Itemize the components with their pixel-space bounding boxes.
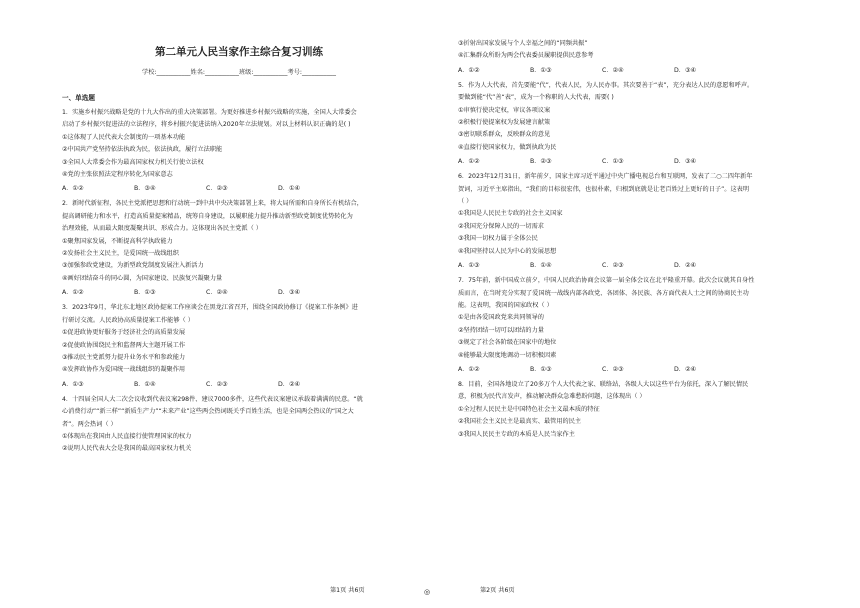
answer-choice[interactable]: D．②④ [278,380,301,388]
statement-option: ②我国充分保障人民的一切需求 [458,222,544,230]
page-number-right: 第2页 共6页 [480,587,515,594]
page-number-left: 第1页 共6页 [330,587,365,594]
answer-choice[interactable]: D．②④ [674,262,697,270]
statement-option: ③加强参政党建设，为新型政党制度发展注入新活力 [62,262,204,270]
statement-option: ④汇集群众所盼为两会代表委员履职提供民意参考 [458,52,594,60]
student-info-line: 学校:___________姓名:___________班级:___________考号:___________ [142,69,336,76]
answer-choice[interactable]: C．②④ [206,289,228,297]
answer-choice[interactable]: A．①② [62,185,84,193]
question-block [458,80,838,168]
question-stem-line: 8．目前，全国各地设立了20多万个人大代表之家、联络站，各级人大以这些平台为依托，深入了解民情民 [458,380,749,388]
statement-option: ①全过程人民民主是中国特色社会主义最本质的特征 [458,405,600,413]
answer-choice[interactable]: B．②③ [530,158,552,166]
statement-option: ②促使政协围绕民主和监督两大主题开展工作 [62,341,186,349]
statement-option: ①聚焦国家发展，不断提高科学执政能力 [62,237,173,245]
answer-choice[interactable]: D．③④ [278,289,301,297]
question-block [458,38,838,77]
answer-choice[interactable]: C．①③ [602,158,624,166]
statement-option: ④发挥政协作为爱国统一战线组织的凝聚作用 [62,366,186,374]
question-stem-line: 5．作为人大代表，首先要能“代”，代表人民，为人民办事。其次要善于“表”，充分表达人民的意愿和呼声。 [458,81,754,89]
statement-option: ②我国社会主义民主是最真实、最管用的民主 [458,418,582,426]
page-right [430,0,860,608]
answer-choice[interactable]: B．①③ [530,365,552,373]
answer-choices [62,286,416,299]
question-stem-line: 1．实施乡村振兴战略是党的十九大作出的重大决策部署。为更好推进乡村振兴战略的实施，全国人大常委会 [62,109,357,116]
statement-option: ①是由各爱国政党来共同领导的 [458,314,544,322]
answer-choice[interactable]: A．①③ [458,262,480,270]
question-block [62,302,416,390]
answer-choice[interactable]: A．①② [458,158,480,166]
answer-choice[interactable]: C．②④ [602,66,624,74]
question-block [62,198,416,299]
question-block [458,275,838,376]
question-block [458,379,838,441]
statement-option: ②积极行使提案权为发展建言献策 [458,119,551,127]
right-question-list [458,38,838,441]
left-question-list [62,107,416,456]
question-stem-line: 4．十四届全国人大二次会议收到代表议案298件、建议7000多件，这些代表议案建议承载着满满的民意。“就 [62,395,363,403]
statement-option: ④画好团结奋斗的同心圆，为国家建设、民族复兴凝聚力量 [62,274,223,282]
answer-choices [458,64,838,77]
statement-option: ②坚持团结一切可以团结的力量 [458,326,544,334]
question-block [62,394,416,456]
statement-option: ②中国共产党坚持依法执政为民，依法执政，履行立法职能 [62,146,223,154]
answer-choice[interactable]: B．①④ [134,380,156,388]
exam-title: 第二单元人民当家作主综合复习训练 [155,46,323,58]
answer-choice[interactable]: C．②③ [206,380,228,388]
question-stem-line: 心消费行动”“新三样”“新质生产力”“未来产业”这些两会热词既关乎百姓生活，也是全国两会热议的“国之大 [62,408,354,416]
question-stem-line: 提高调研能力和水平，打造高质量提案精品，统筹自身建设，以履职能力提升推动新型政党制度优势转化为 [62,212,353,220]
statement-option: ①我国是人民民主专政的社会主义国家 [458,210,563,218]
question-stem-line: 行研讨交流。人民政协高质量提案工作能够（ ） [62,316,194,324]
statement-option: ④直接行使国家权力，做到执政为民 [458,143,557,151]
statement-option: ③我国人民民主专政的本质是人民当家作主 [458,430,575,438]
binding-mark-icon: ◎ [424,588,431,596]
statement-option: ④我国坚持以人民为中心的发展思想 [458,247,557,255]
answer-choice[interactable]: B．③④ [134,185,156,193]
question-stem-line: （ ） [458,198,473,206]
answer-choice[interactable]: A．①② [458,365,480,373]
statement-option: ①审慎行使决定权，审议各项议案 [458,106,551,114]
question-stem-line: 7．75年前，新中国成立前夕，中国人民政治协商会议第一届全体会议在北平隆重开幕。此次会议就其自身性 [458,277,755,285]
answer-choice[interactable]: A．①② [62,289,84,297]
question-stem-line: 贺词，习近平主席指出，“我们的目标很宏伟，也很朴素，归根到底就是让老百姓过上更好的日子”。这表明 [458,185,750,193]
answer-choice[interactable]: D．③④ [674,158,697,166]
answer-choices [458,259,838,272]
statement-option: ④能够最大限度地调动一切积极因素 [458,351,557,359]
answer-choice[interactable]: B．①③ [134,289,156,297]
statement-option: ①促进政协更好服务于经济社会的高质量发展 [62,329,186,337]
statement-option: ④党的主张依照法定程序转化为国家意志 [62,171,173,179]
question-stem-line: 者”。两会热词（ ） [62,420,117,428]
answer-choice[interactable]: A．①② [458,66,480,74]
question-block [458,171,838,272]
question-stem-line: 治理效能，从而最大限度凝聚共识、形成合力。这体现出各民主党派（ ） [62,225,262,233]
answer-choices [458,363,838,376]
statement-option: ③推动民主党派努力提升业务水平和参政能力 [62,353,186,361]
statement-option: ②发扬社会主义民主，是爱国统一战线组织 [62,250,179,258]
answer-choices [62,378,416,391]
answer-choice[interactable]: D．②④ [674,365,697,373]
statement-option: ③密切联系群众，反映群众的意见 [458,131,551,139]
section-heading: 一、单选题 [62,94,95,102]
answer-choices [458,155,838,168]
statement-option: ①这体现了人民代表大会制度的一项基本功能 [62,133,186,141]
statement-option: ②说明人民代表大会是我国的最高国家权力机关 [62,445,192,453]
answer-choice[interactable]: D．③④ [674,66,697,74]
statement-option: ①体现出在我国由人民直接行使管理国家的权力 [62,432,192,440]
statement-option: ③折射出国家发展与个人幸福之间的“同频共振” [458,40,588,47]
question-stem-line: 要做到能“代”善“表”，成为一个称职的人大代表，需要( ) [458,94,614,102]
answer-choice[interactable]: B．①③ [530,66,552,74]
question-block [62,107,416,195]
question-stem-line: 能。这表明，我国的国家政权（ ） [458,301,553,309]
statement-option: ③规定了社会各阶级在国家中的地位 [458,339,557,347]
question-stem-line: 启动了乡村振兴促进法的立法程序，将乡村振兴促进法纳入2020年立法规划。对以上材料认识正确的是( ) [62,121,351,129]
question-stem-line: 意，积极为民代言发声，推动解决群众急难愁盼问题，这体现出（ ） [458,393,646,401]
question-stem-line: 质而言，在当时充分实现了爱国统一战线内部各政党、各团体、各民族、各方面代表人士之间的协商民主功 [458,289,749,297]
answer-choice[interactable]: A．①③ [62,380,84,388]
question-stem-line: 3．2023年9月，华北东北地区政协提案工作座谈会在黑龙江省召开，围绕全国政协修订《提案工作条例》进 [62,304,358,312]
answer-choice[interactable]: C．②③ [602,262,624,270]
answer-choice[interactable]: C．②③ [206,185,228,193]
answer-choice[interactable]: B．①④ [530,262,552,270]
answer-choices [62,182,416,195]
question-stem-line: 2．新时代新征程，各民主党派把思想和行动统一到中共中央决策部署上来，将大局所需和自身所长有机结合， [62,200,363,208]
answer-choice[interactable]: C．②③ [602,365,624,373]
answer-choice[interactable]: D．①④ [278,185,301,193]
statement-option: ③我国一切权力属于全体公民 [458,235,538,243]
statement-option: ③全国人大常委会作为最高国家权力机关行使立法权 [62,158,204,166]
question-stem-line: 6．2023年12月31日，新年前夕，国家主席习近平通过中央广播电视总台和互联网，发表了二○二四年新年 [458,173,753,181]
